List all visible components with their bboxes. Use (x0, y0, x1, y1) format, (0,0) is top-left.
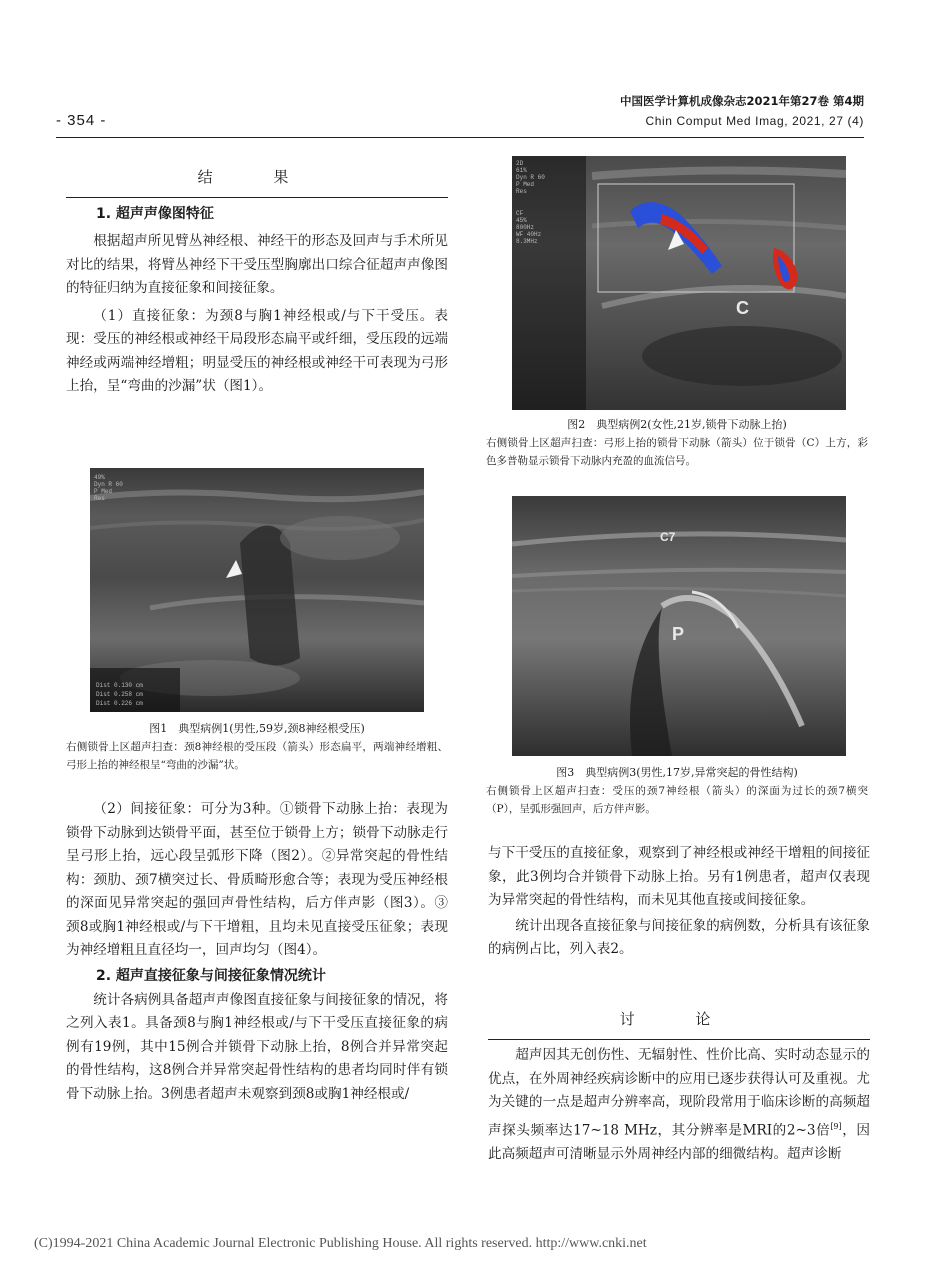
results-paragraph-2: （1）直接征象：为颈8与胸1神经根或/与下干受压。表现：受压的神经根或神经干局段形态扁平或纤细，受压段的远端神经或两端神经增粗；明显受压的神经根或神经干可表现为弓形上抬，呈“弯曲的沙漏”状（图1）。 (66, 307, 448, 394)
header-rule (56, 137, 864, 138)
journal-title-cn: 中国医学计算机成像杂志2021年第27卷 第4期 (619, 94, 864, 108)
figure-1-caption: 图1 典型病例1(男性,59岁,颈8神经根受压) (149, 722, 365, 735)
page-number: - 354 - (56, 112, 107, 129)
fig2-overlay-colorflow: CF 45% 800Hz WF 40Hz 8.3MHz (516, 210, 542, 245)
citation-ref: [9] (830, 1121, 842, 1131)
results-paragraph-4: 统计各病例具备超声声像图直接征象与间接征象的情况，将之列入表1。具备颈8与胸1神经根或/与下干受压直接征象的病例有19例，其中15例合并锁骨下动脉上抬，8例合并异常突起的骨性结构，这8例合并异常突起骨性结构的患者均同时伴有锁骨下动脉上抬。3例患者超声未观察到颈8或胸1神经根或/ (66, 991, 448, 1102)
fig1-dist-3: Dist 0.226 cm (96, 700, 143, 707)
figure-2-caption-block (486, 416, 868, 470)
results-text-bottom (66, 798, 448, 1106)
discussion-heading (488, 1008, 870, 1040)
results-paragraph-3: （2）间接征象：可分为3种。①锁骨下动脉上抬：表现为锁骨下动脉到达锁骨平面，甚至位于锁骨上方；锁骨下动脉走行呈弓形上抬，远心段呈弧形下降（图2）。②异常突起的骨性结构：颈肋、颈7横突过长、骨质畸形愈合等；表现为受压神经根的深面见异常突起的强回声骨性结构，后方伴声影（图3）。③颈8或胸1神经根或/与下干增粗，且均未见直接受压征象；表现为神经增粗且直径均一，回声均匀（图4）。 (66, 801, 448, 958)
copyright-footer: (C)1994-2021 China Academic Journal Electronic Publishing House. All rights reserved. http://www.cnki.net (34, 1236, 647, 1251)
results-paragraph-5: 与下干受压的直接征象，观察到了神经根或神经干增粗的间接征象，此3例均合并锁骨下动脉上抬。另有1例患者，超声仅表现为异常突起的骨性结构，而未见其他直接或间接征象。 (488, 845, 870, 908)
figure-2-caption: 图2 典型病例2(女性,21岁,锁骨下动脉上抬) (567, 418, 787, 431)
fig1-dist-2: Dist 0.258 cm (96, 691, 143, 698)
figure-2-ultrasound (512, 156, 846, 410)
discussion-p1-end: ，因此高频超声可清晰显示外周神经内部的细微结构。超声诊断 (488, 1122, 871, 1162)
results-paragraph-1: 根据超声所见臂丛神经根、神经干的形态及回声与手术所见对比的结果，将臂丛神经下干受压型胸廓出口综合征超声声像图的特征归纳为直接征象和间接征象。 (66, 233, 448, 296)
results-rule (66, 197, 448, 198)
discussion-p1-start: 超声因其无创伤性、无辐射性、性价比高、实时动态显示的优点，在外周神经疾病诊断中的应用已逐步获得认可及重视。尤为关键的一点是超声分辨率高，现阶段常用于临床诊断的高频超声探头频率达17~18 MHz，其分辨率是MRI的2~3倍 (488, 1047, 870, 1139)
discussion-paragraph-1 (488, 1044, 870, 1166)
results-title: 结 果 (197, 168, 317, 186)
results-text-top (66, 204, 448, 399)
section-1-title: 1. 超声声像图特征 (96, 206, 214, 222)
journal-header (620, 91, 864, 131)
figure-2-image (512, 156, 846, 410)
figure-3-description: 右侧锁骨上区超声扫查：受压的颈7神经根（箭头）的深面为过长的颈7横突（P），呈弧形强回声，后方伴声影。 (486, 785, 868, 815)
discussion-title: 讨 论 (619, 1010, 739, 1028)
figure-2-description: 右侧锁骨上区超声扫查：弓形上抬的锁骨下动脉（箭头）位于锁骨（C）上方，彩色多普勒显示锁骨下动脉内充盈的血流信号。 (486, 437, 868, 467)
fig3-label-c7: C7 (660, 530, 676, 544)
figure-3-caption: 图3 典型病例3(男性,17岁,异常突起的骨性结构) (556, 766, 798, 779)
fig1-dist-1: Dist 0.130 cm (96, 682, 143, 689)
journal-title-en: Chin Comput Med Imag, 2021, 27 (4) (645, 114, 864, 128)
figure-1-image (90, 468, 424, 712)
fig2-overlay-settings: 2D 61% Dyn R 60 P Med Res (516, 160, 545, 195)
fig1-overlay-settings: 49% Dyn R 60 P Med Res (94, 474, 123, 502)
discussion-rule (488, 1039, 870, 1040)
results-paragraph-6: 统计出现各直接征象与间接征象的病例数，分析具有该征象的病例占比，列入表2。 (488, 917, 870, 957)
figure-1-caption-block (66, 720, 448, 774)
fig2-label-clavicle: C (736, 298, 749, 318)
figure-3-ultrasound (512, 496, 846, 756)
figure-1-ultrasound (90, 468, 424, 712)
figure-3-caption-block (486, 764, 868, 818)
section-2-title: 2. 超声直接征象与间接征象情况统计 (96, 967, 326, 984)
discussion-text (488, 1044, 870, 1166)
fig3-label-process: P (672, 624, 685, 644)
results-text-right (488, 842, 870, 962)
figure-1-description: 右侧锁骨上区超声扫查：颈8神经根的受压段（箭头）形态扁平，两端神经增粗、弓形上抬的神经根呈“弯曲的沙漏”状。 (66, 741, 448, 771)
results-heading (66, 166, 448, 198)
